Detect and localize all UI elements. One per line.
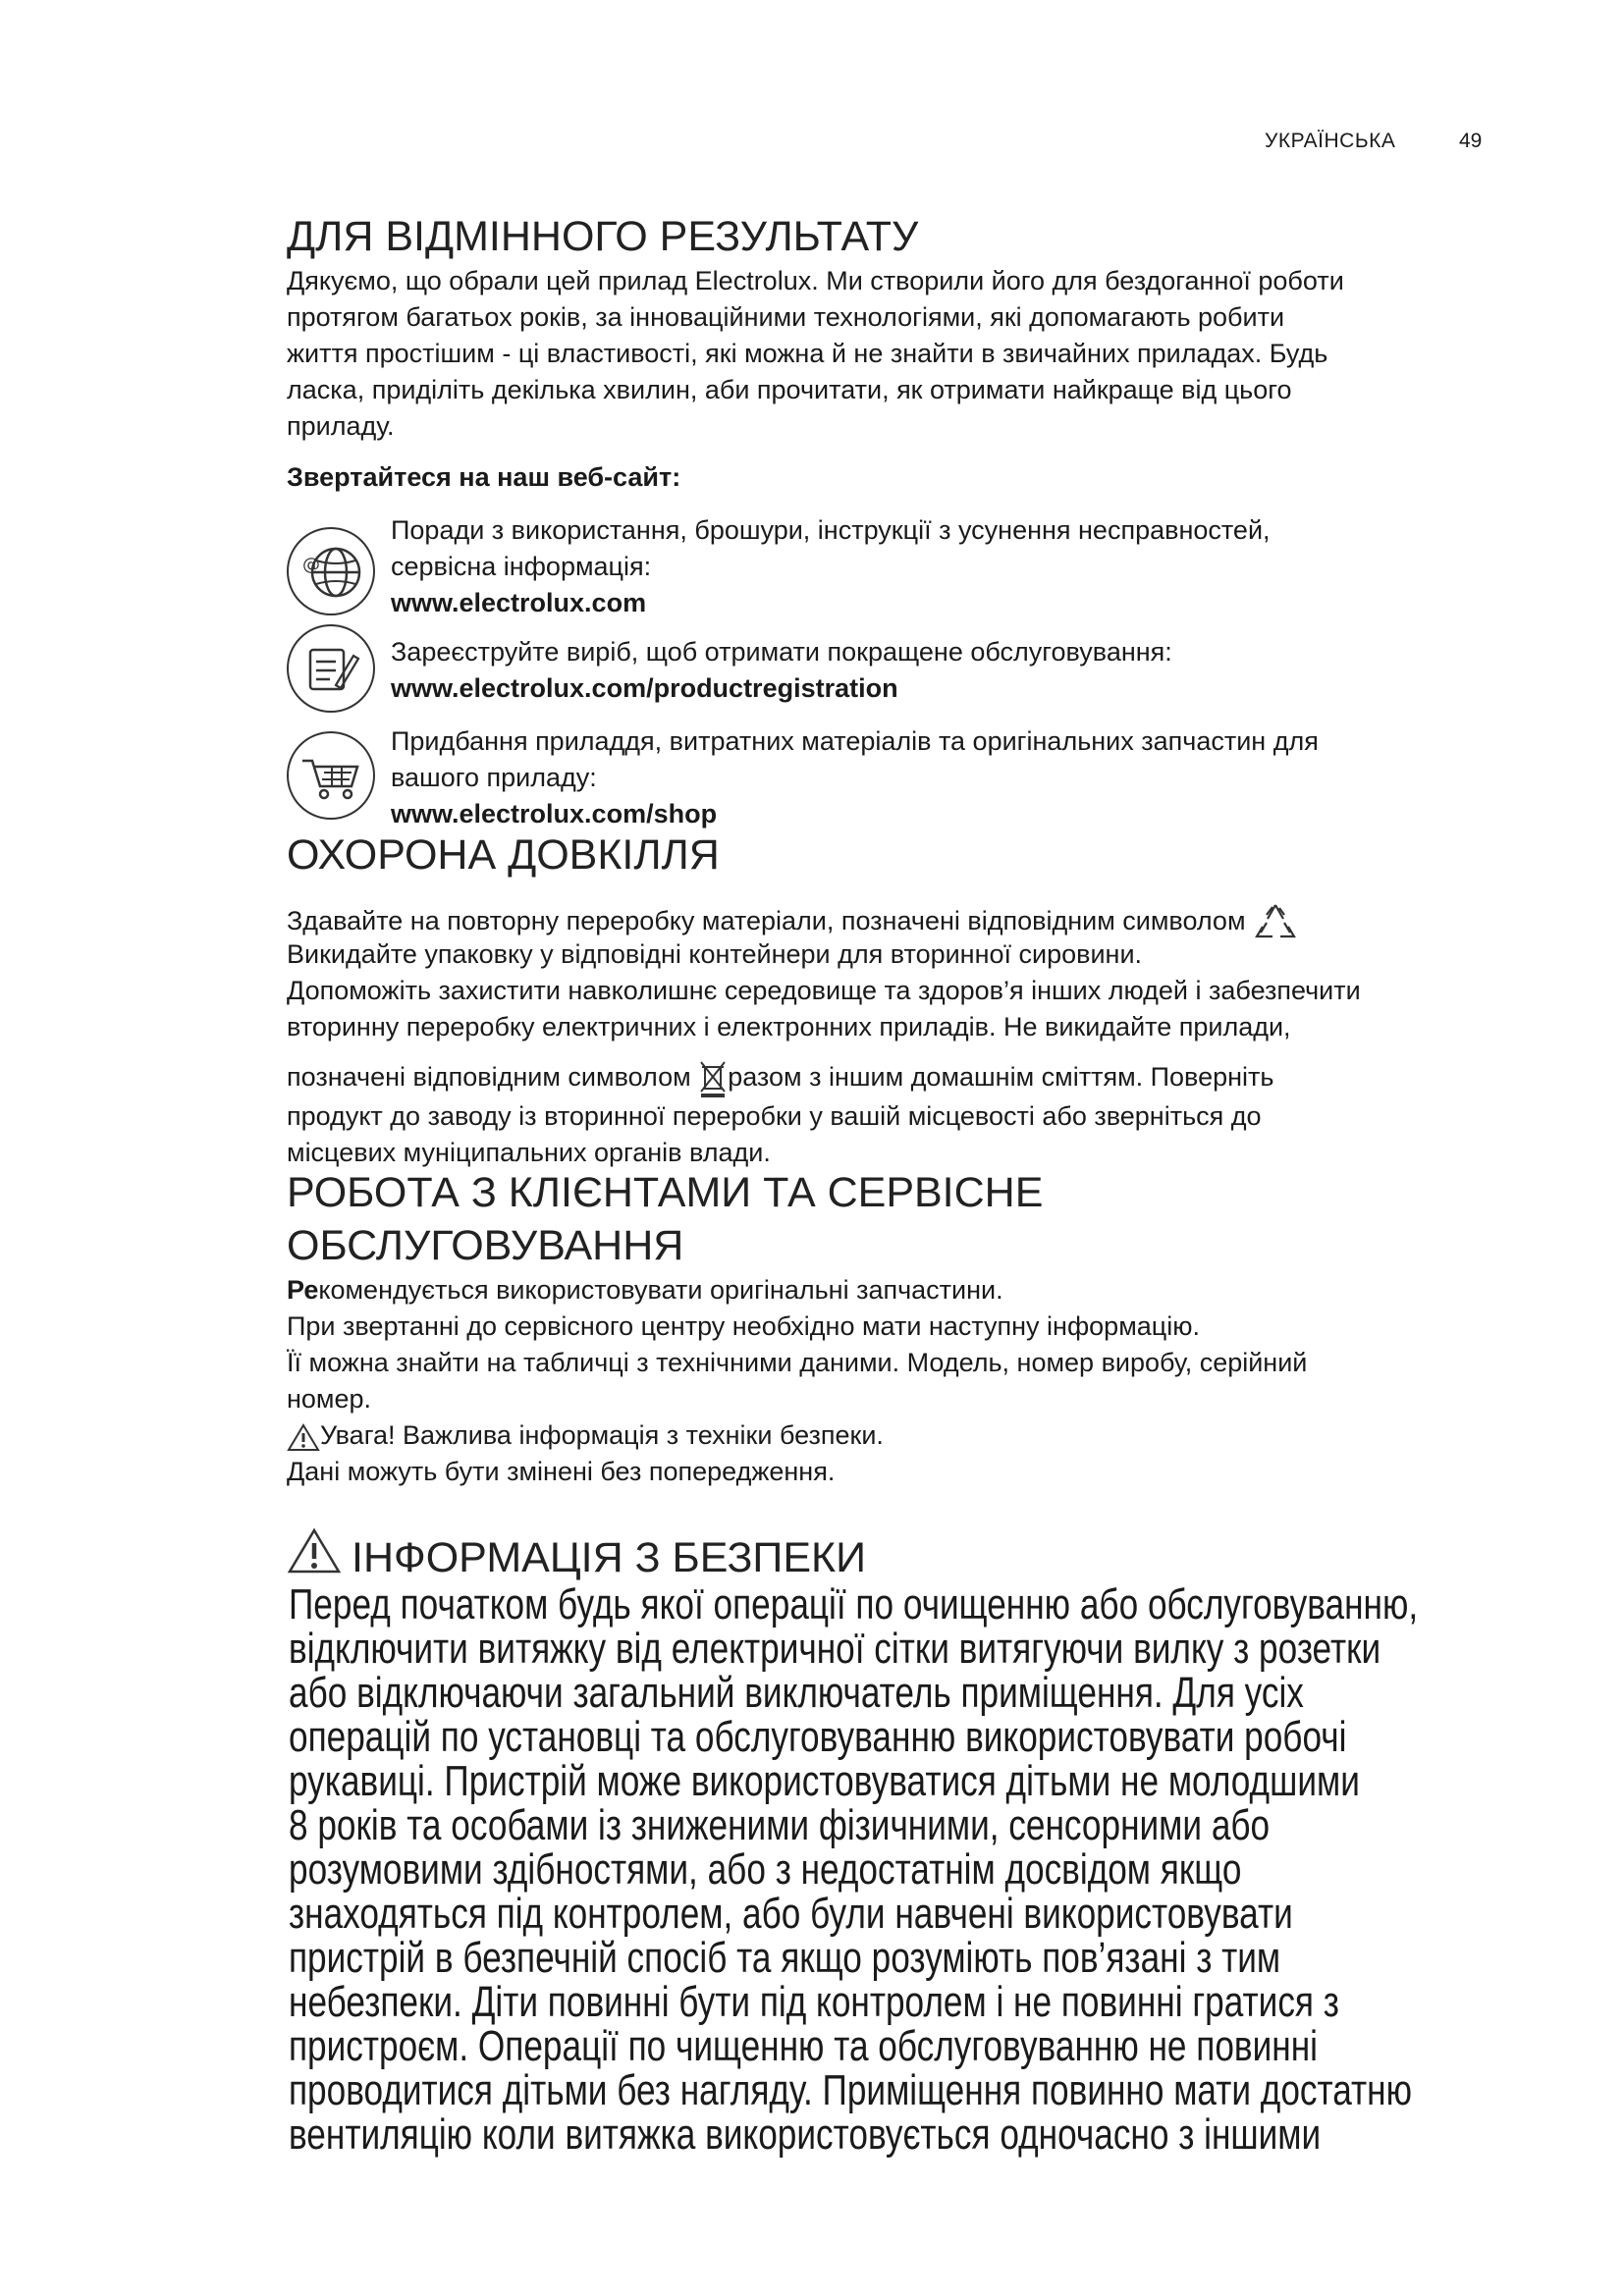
service-line: Її можна знайти на табличці з технічними даними. Модель, номер виробу, серійний (287, 1348, 1308, 1377)
intro-line: Дякуємо, що обрали цей прилад Electrolux. Ми створили його для бездоганної роботи (287, 266, 1344, 295)
env-line: продукт до заводу із вторинної переробки у вашій місцевості або зверніться до (287, 1101, 1262, 1131)
service-line (287, 1272, 1307, 1308)
intro-title: ДЛЯ ВІДМІННОГО РЕЗУЛЬТАТУ (287, 213, 919, 260)
intro-line: протягом багатьох років, за інноваційними технологіями, які допомагають робити (287, 302, 1285, 332)
safety-line: операцій по установці та обслуговуванню використовувати робочі (289, 1713, 1347, 1761)
service-line1-bold: Ре (287, 1275, 319, 1305)
link-registration-text (391, 634, 1172, 707)
link-desc: вашого приладу: (391, 763, 597, 792)
link-globe-text (391, 512, 1271, 621)
env-line: Допоможіть захистити навколишнє середовище та здоров’я інших людей і забезпечити (287, 976, 1361, 1005)
link-desc: Зареєструйте виріб, щоб отримати покращене обслуговування: (391, 637, 1172, 667)
safety-title: ІНФОРМАЦІЯ З БЕЗПЕКИ (352, 1534, 866, 1581)
page-number: 49 (1459, 130, 1483, 152)
service-title-line1: РОБОТА З КЛІЄНТАМИ ТА СЕРВІСНЕ (287, 1169, 1044, 1216)
environment-title: ОХОРОНА ДОВКІЛЛЯ (287, 831, 720, 879)
link-desc: сервісна інформація: (391, 552, 652, 581)
globe-icon (287, 527, 375, 615)
link-desc: Придбання приладдя, витратних матеріалів та оригінальних запчастин для (391, 726, 1319, 756)
website-heading: Звертайтеся на наш веб-сайт: (287, 462, 681, 492)
env-line1-text: Здавайте на повторну переробку матеріали, позначені відповідним символом (287, 906, 1246, 936)
service-title-line2: ОБСЛУГОВУВАННЯ (287, 1222, 684, 1269)
env-line5-start: позначені відповідним символом (287, 1062, 691, 1093)
service-line: Дані можуть бути змінені без попередження. (287, 1457, 836, 1486)
intro-line: життя простішим - ці властивості, які можна й не знайти в звичайних приладах. Будь (287, 339, 1328, 368)
env-line: місцевих муніципальних органів влади. (287, 1138, 771, 1167)
shop-link[interactable]: www.electrolux.com/shop (391, 799, 718, 828)
environment-text (287, 901, 1361, 1171)
service-line1-rest: комендується використовувати оригінальні запчастини. (318, 1275, 1003, 1305)
registration-icon (287, 624, 375, 713)
safety-line: знаходяться під контролем, або були навчені використовувати (289, 1890, 1293, 1938)
link-desc: Поради з використання, брошури, інструкції з усунення несправностей, (391, 515, 1271, 545)
env-line: вторинну переробку електричних і електронних приладів. Не викидайте прилади, (287, 1012, 1291, 1041)
link-shop-text (391, 723, 1319, 832)
env-line: Викидайте упаковку у відповідні контейнери для вторинної сировини. (287, 939, 1143, 969)
intro-line: приладу. (287, 411, 395, 441)
safety-line: пристрій в безпечній спосіб та якщо розуміють пов’язані з тим (289, 1934, 1281, 1982)
warning-text: Увага! Важлива інформація з техніки безпеки. (320, 1420, 884, 1450)
safety-line: вентиляцію коли витяжка використовується одночасно з іншими (289, 2110, 1322, 2159)
safety-line: або відключаючи загальний виключатель приміщення. Для усіх (289, 1669, 1304, 1717)
safety-warning-icon (287, 1527, 342, 1579)
safety-line: проводитися дітьми без нагляду. Приміщення повинно мати достатню (289, 2066, 1412, 2114)
service-text (287, 1272, 1307, 1490)
safety-line: рукавиці. Пристрій може використовуватися дітьми не молодшими (289, 1757, 1360, 1805)
service-line: При звертанні до сервісного центру необхідно мати наступну інформацію. (287, 1311, 1200, 1341)
svg-text:@: @ (302, 555, 320, 575)
language-label: УКРАЇНСЬКА (1265, 130, 1396, 152)
shopping-cart-icon (287, 731, 375, 820)
intro-line: ласка, приділіть декілька хвилин, аби прочитати, як отримати найкраще від цього (287, 375, 1292, 404)
safety-line: 8 років та особами із зниженими фізичними, сенсорними або (289, 1801, 1271, 1849)
intro-text (287, 263, 1344, 445)
env-line5-end: разом з іншим домашнім сміттям. Поверніть (728, 1062, 1274, 1093)
crossed-bin-icon (698, 1059, 728, 1098)
recycle-icon (1253, 901, 1298, 944)
registration-link[interactable]: www.electrolux.com/productregistration (391, 673, 898, 703)
service-line: номер. (287, 1384, 372, 1414)
safety-line: відключити витяжку від електричної сітки витягуючи вилку з розетки (289, 1625, 1381, 1673)
electrolux-link[interactable]: www.electrolux.com (391, 588, 647, 617)
safety-line: розумовими здібностями, або з недостатнім досвідом якщо (289, 1845, 1242, 1894)
safety-line: пристроєм. Операції по чищенню та обслуговуванню не повинні (289, 2022, 1318, 2070)
safety-text (289, 1582, 1418, 2157)
safety-line: небезпеки. Діти повинні бути під контролем і не повинні гратися з (289, 1978, 1339, 2026)
env-line (287, 1059, 1361, 1098)
warning-icon (287, 1422, 320, 1452)
safety-line: Перед початком будь якої операції по очищенню або обслуговуванню, (289, 1580, 1419, 1629)
service-line (287, 1417, 1307, 1454)
